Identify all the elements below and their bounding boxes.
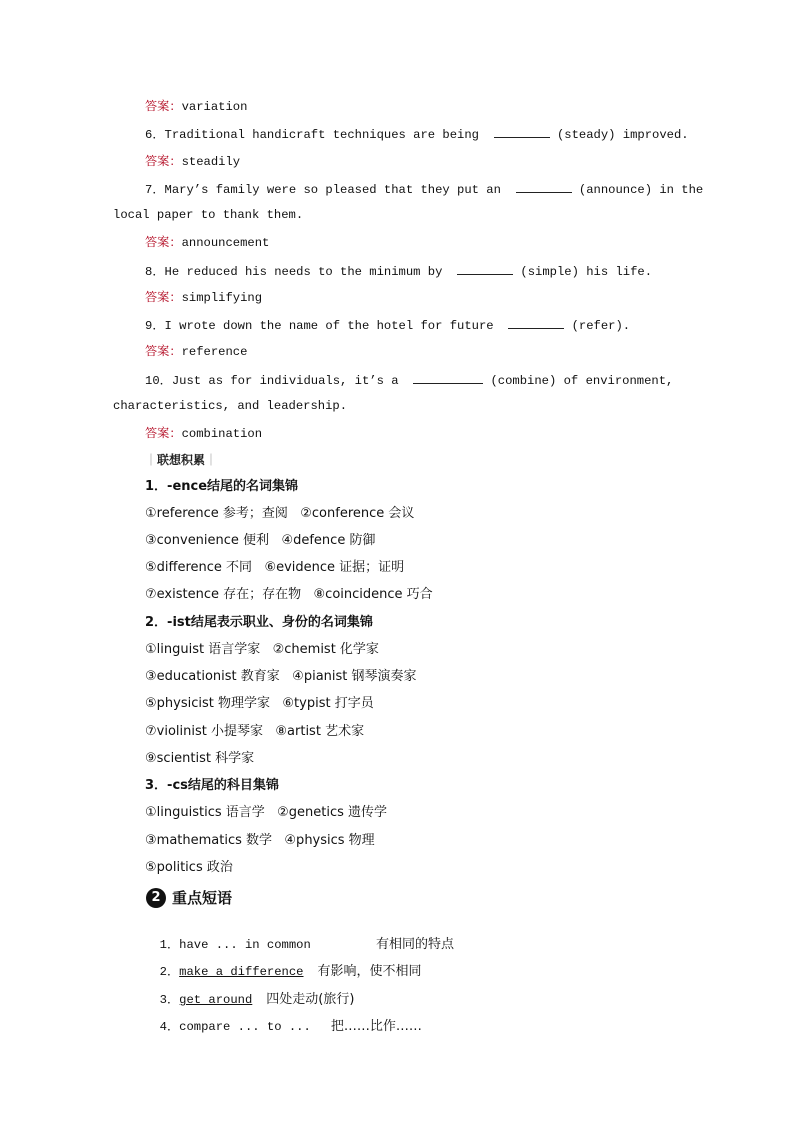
- word-row: ①linguistics 语言学 ②genetics 遗传学: [145, 805, 388, 820]
- answer-text: steadily: [181, 155, 241, 169]
- word-row: ③convenience 便利 ④defence 防御: [145, 533, 376, 548]
- question-text: 10．Just as for individuals, it’s a: [145, 374, 414, 388]
- word-row: ③mathematics 数学 ④physics 物理: [145, 833, 375, 848]
- answer-text: reference: [181, 345, 248, 359]
- word-row: ⑦existence 存在；存在物 ⑧coincidence 巧合: [145, 587, 433, 602]
- answer-blank[interactable]: [516, 180, 572, 193]
- answer-text: simplifying: [181, 291, 263, 305]
- answer-line-10: [145, 425, 262, 442]
- answer-label: 答案：: [145, 426, 182, 440]
- question-hint: (refer).: [564, 319, 631, 333]
- phrase-cn: 四处走动(旅行): [266, 992, 355, 1007]
- word-row: ⑨scientist 科学家: [145, 751, 255, 766]
- answer-text: combination: [181, 427, 263, 441]
- phrase-en: have ... in common: [179, 938, 311, 952]
- answer-label: 答案：: [145, 99, 182, 113]
- question-10-continued: characteristics, and leadership.: [113, 399, 348, 413]
- word-row: ①reference 参考；查阅 ②conference 会议: [145, 506, 415, 521]
- word-row: ⑤politics 政治: [145, 860, 233, 875]
- answer-blank[interactable]: [457, 262, 513, 275]
- word-row: ⑤physicist 物理学家 ⑥typist 打字员: [145, 696, 374, 711]
- answer-line-5: [145, 98, 247, 115]
- phrase-en: compare ... to ...: [179, 1020, 311, 1034]
- word-row: ⑤difference 不同 ⑥evidence 证据；证明: [145, 560, 405, 575]
- phrase-number: 2．: [159, 965, 180, 979]
- question-hint: (announce) in the: [571, 183, 704, 197]
- phrase-en: get around: [179, 993, 253, 1007]
- word-row: ⑦violinist 小提琴家 ⑧artist 艺术家: [145, 724, 365, 739]
- question-hint: (simple) his life.: [513, 265, 653, 279]
- answer-blank[interactable]: [508, 316, 564, 329]
- answer-line-6: [145, 153, 240, 170]
- association-tag: ｜联想积累｜: [145, 453, 218, 467]
- group-title: 2．-ist结尾表示职业、身份的名词集锦: [145, 615, 373, 630]
- phrase-number: 3．: [159, 993, 180, 1007]
- question-hint: (combine) of environment,: [483, 374, 674, 388]
- word-row: ①linguist 语言学家 ②chemist 化学家: [145, 642, 379, 657]
- group-title: 3．-cs结尾的科目集锦: [145, 778, 279, 793]
- section-header: [146, 887, 232, 908]
- answer-blank[interactable]: [413, 371, 483, 384]
- answer-label: 答案：: [145, 154, 182, 168]
- phrase-cn: 有影响，使不相同: [317, 964, 422, 979]
- answer-label: 答案：: [145, 290, 182, 304]
- question-text: 6．Traditional handicraft techniques are being: [145, 128, 494, 142]
- question-text: 7．Mary’s family were so pleased that they put an: [145, 183, 516, 197]
- answer-line-7: [145, 234, 269, 251]
- question-text: 8．He reduced his needs to the minimum by: [145, 265, 458, 279]
- question-6: [145, 125, 689, 143]
- phrase-en: make a difference: [179, 965, 304, 979]
- question-9: [145, 316, 630, 334]
- phrase-number: 4．: [159, 1020, 180, 1034]
- answer-blank[interactable]: [494, 125, 550, 138]
- phrase-number: 1．: [159, 938, 180, 952]
- phrase-row: [145, 1003, 422, 1035]
- phrase-cn: 有相同的特点: [376, 937, 455, 952]
- answer-label: 答案：: [145, 344, 182, 358]
- question-8: [145, 262, 652, 280]
- question-7-continued: local paper to thank them.: [113, 208, 304, 222]
- answer-text: announcement: [181, 236, 270, 250]
- group-title: 1．-ence结尾的名词集锦: [145, 479, 299, 494]
- question-10: [145, 371, 673, 389]
- answer-text: variation: [181, 100, 248, 114]
- question-text: 9．I wrote down the name of the hotel for future: [145, 319, 509, 333]
- question-7: [145, 180, 703, 198]
- section-title: 重点短语: [172, 889, 233, 907]
- answer-line-8: [145, 289, 262, 306]
- answer-line-9: [145, 343, 247, 360]
- word-row: ③educationist 教育家 ④pianist 钢琴演奏家: [145, 669, 417, 684]
- phrase-cn: 把……比作……: [330, 1019, 422, 1034]
- association-tag-label: 联想积累: [157, 453, 206, 467]
- answer-label: 答案：: [145, 235, 182, 249]
- question-hint: (steady) improved.: [549, 128, 689, 142]
- section-number-badge: 2: [146, 888, 166, 908]
